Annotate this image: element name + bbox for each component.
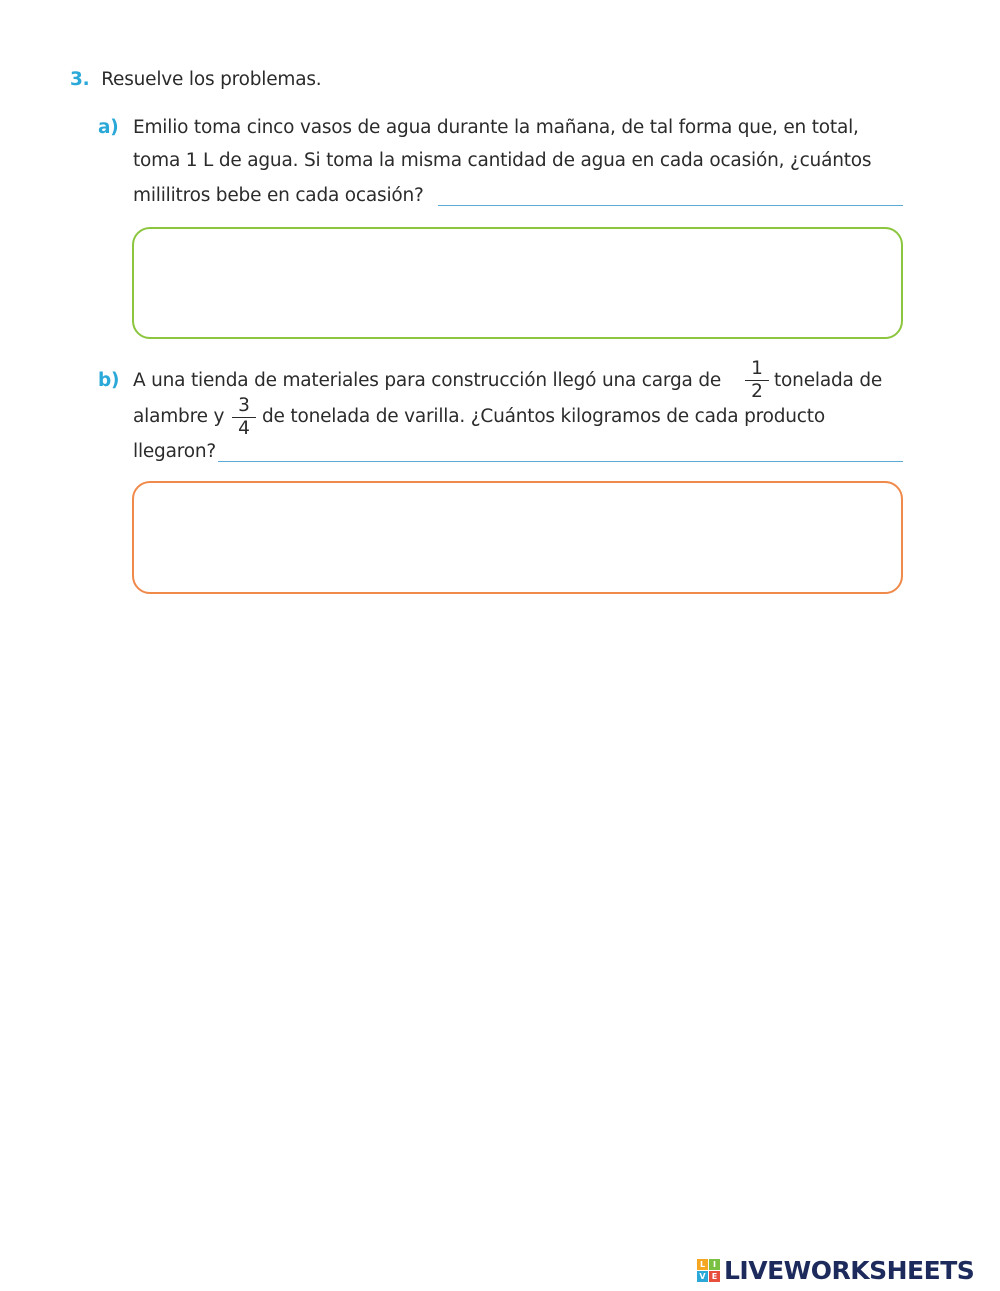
logo-mark-letter: I [709,1259,720,1270]
problem-b-answer-field[interactable] [222,438,904,462]
exercise-heading [70,68,322,92]
fraction-three-quarters [232,396,256,439]
problem-b-line-2-end: de tonelada de varilla. ¿Cuántos kilogramos de cada producto [262,406,825,427]
exercise-number: 3. [70,69,90,90]
liveworksheets-logo [697,1255,974,1285]
exercise-instruction: Resuelve los problemas. [101,69,322,90]
problem-a-label: a) [98,117,119,138]
problem-a-line-1: Emilio toma cinco vasos de agua durante la mañana, de tal forma que, en total, [133,117,859,138]
fraction-three-quarters-numerator: 3 [238,395,250,416]
logo-mark-letter: L [697,1259,708,1270]
problem-a-work-box[interactable] [132,227,903,339]
fraction-one-half [745,359,769,402]
problem-b-line-1-end: tonelada de [774,370,883,391]
logo-mark-icon [697,1259,720,1282]
problem-b-work-area[interactable] [134,483,901,592]
logo-text: LIVEWORKSHEETS [724,1255,975,1285]
fraction-one-half-denominator: 2 [751,381,763,402]
problem-a-answer-field[interactable] [440,182,904,206]
problem-b-label: b) [98,370,120,391]
fraction-one-half-numerator: 1 [751,358,763,379]
problem-a-line-3: mililitros bebe en cada ocasión? [133,185,424,206]
problem-b-work-box[interactable] [132,481,903,594]
problem-b-line-1-start: A una tienda de materiales para construcción llegó una carga de [133,370,722,391]
problem-a-work-area[interactable] [134,229,901,337]
fraction-three-quarters-denominator: 4 [238,418,250,439]
logo-mark-letter: V [697,1271,708,1282]
problem-b-line-3: llegaron? [133,441,217,462]
problem-b-line-2-start: alambre y [133,406,225,427]
problem-a-line-2: toma 1 L de agua. Si toma la misma cantidad de agua en cada ocasión, ¿cuántos [133,150,872,171]
logo-mark-letter: E [709,1271,720,1282]
